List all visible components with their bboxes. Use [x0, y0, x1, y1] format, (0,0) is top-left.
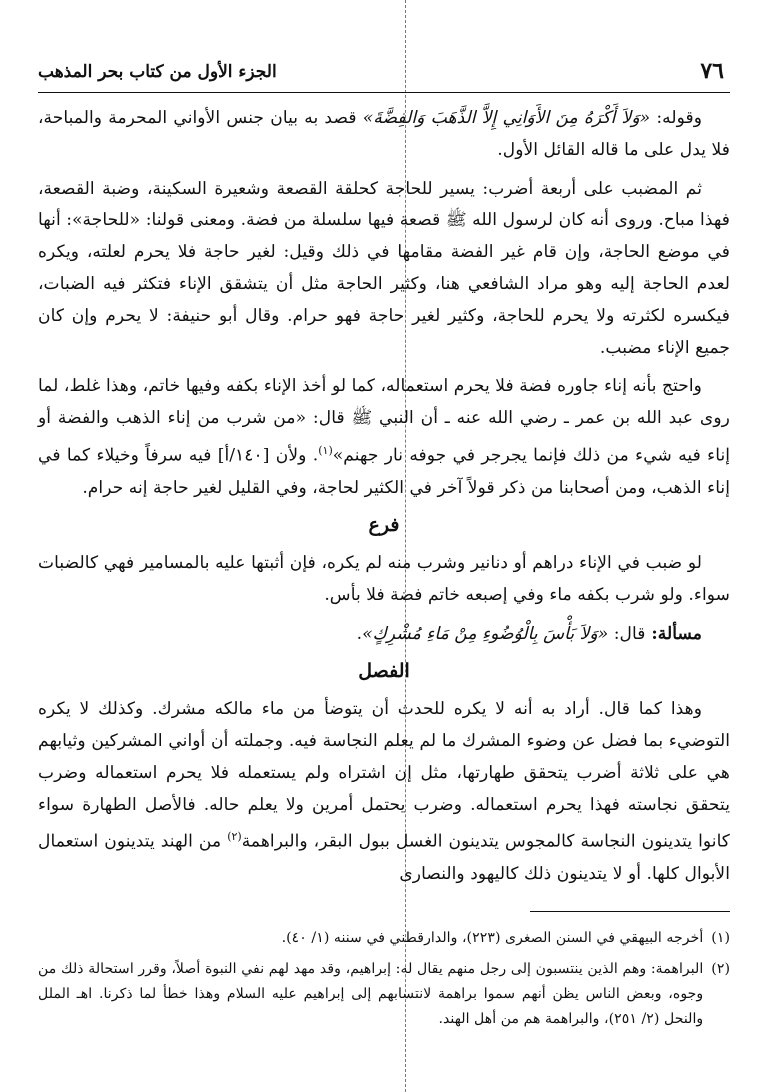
paragraph-6: [38, 694, 730, 891]
paragraph-text: وهذا كما قال. أراد به أنه لا يكره للحدث أن يتوضأ من ماء مالكه مشرك. وكذلك لا يكره التوضيء بما فضل عن وضوء المشرك ما لم يعلم النجاسة فيه. وجملته أن أواني المشركين وثيابهم هي على ثلاثة أضرب يتحقق طهارتها، مثل إن اشتراه ولم يستعمله فلا يحرم استعماله وضرب يتحقق نجاسته فهذا يحرم استعماله. وضرب يحتمل أمرين ولا يعلم حاله. فالأصل الطهارة سواء كانوا يتدينون النجاسة كالمجوس يتدينون الغسل ببول البقر، والبراهمة: [38, 699, 730, 853]
footnote-number: (١): [711, 929, 730, 946]
page-header: [38, 58, 730, 93]
paragraph-5: [38, 619, 730, 651]
page-number: ٧٦: [700, 58, 724, 84]
paragraph-text: قصد به بيان جنس الأواني المحرمة والمباحة، فلا يدل على ما قاله القائل الأول.: [38, 108, 730, 160]
section-heading-far: فرع: [368, 514, 400, 537]
footnote-ref-1[interactable]: (١): [318, 443, 333, 457]
paragraph-3: [38, 371, 730, 504]
footnote-number: (٢): [711, 960, 730, 977]
book-page: [38, 58, 730, 1038]
running-title: الجزء الأول من كتاب بحر المذهب: [38, 62, 277, 82]
body-text: [38, 103, 730, 891]
section-heading-fasl: الفصل: [358, 660, 410, 683]
paragraph-text: واحتج بأنه إناء جاوره فضة فلا يحرم استعماله، كما لو أخذ الإناء بكفه وفيها خاتم، وهذا غلط، لما روى عبد الله بن عمر ـ رضي الله عنه ـ أن النبي ﷺ قال: «من شرب من إناء الذهب والفضة أو إناء فيه شيء من ذلك فإنما يجرجر في جوفه نار جهنم»: [38, 376, 731, 466]
paragraph-text-continued: من الهند يتدينون استعمال الأبوال كلها. أو لا يتدينون ذلك كاليهود والنصارى: [38, 832, 730, 884]
paragraph-text-continued: . ولأن [١٤٠/أ] فيه سرفاً وخيلاء كما في إناء الذهب، ومن أصحابنا من ذكر قولاً آخر في الكثير لحاجة، وفي القليل لغير حاجة إنه حرام.: [38, 445, 730, 498]
footnotes: [38, 926, 730, 1032]
paragraph-4: لو ضبب في الإناء دراهم أو دنانير وشرب منه لم يكره، فإن أثبتها عليه بالمسامير فهي كالضبات سواء. ولو شرب بكفه ماء وفي إصبعه خاتم فضة فلا بأس.: [38, 553, 730, 605]
quoted-text: «وَلاَ بَأْسَ بِالْوُضُوءِ مِنْ مَاءِ مُشْرِكٍ»: [362, 623, 609, 644]
footnote-ref-2[interactable]: (٢): [227, 830, 242, 844]
footnote-2: [38, 957, 730, 1032]
masala-label: مسألة:: [645, 623, 702, 644]
footnote-separator: [530, 911, 730, 912]
paragraph-tail: .: [356, 623, 363, 644]
paragraph-lead: وقوله:: [650, 108, 702, 128]
footnote-text: البراهمة: وهم الذين ينتسبون إلى رجل منهم يقال له: إبراهيم، وقد مهد لهم نفي النبوة أصلاً، وقرر استحالة ذلك من وجوه، وبعض الناس يظن أنهم سموا براهمة لانتسابهم إلى إبراهيم عليه السلام وهذا خطأ لما ذكرنا. اهـ الملل والنحل (٢/ ٢٥١)، والبراهمة هم من أهل الهند.: [38, 960, 704, 1027]
footnote-1: [38, 926, 730, 951]
paragraph-1: [38, 103, 730, 167]
quoted-text: «وَلاَ أَكْرَهُ مِنَ الأَوَانِي إِلاَّ الذَّهَبَ وَالفِضَّةَ»: [362, 108, 651, 128]
paragraph-2: ثم المضبب على أربعة أضرب: يسير للحاجة كحلقة القصعة وشعيرة السكينة، وضبة القصعة، فهذا مباح. وروى أنه كان لرسول الله ﷺ قصعة فيها سلسلة من فضة. ومعنى قولنا: «للحاجة»: أنها في موضع الحاجة، وإن قام غير الفضة مقامها في ذلك وقيل: لغير حاجة فلا يحرم لعلته، ويكره لعدم الحاجة إليه وهو مراد الشافعي هنا، وكثير الحاجة مثل أن يتشقق الإناء فتكثر فيه الضبات، فيكسره لكثرته ولا يحرم للحاجة، وكثير لغير حاجة فهو حرام. وقال أبو حنيفة: لا يحرم وإن كان جميع الإناء مضبب.: [38, 178, 730, 358]
footnote-text: أخرجه البيهقي في السنن الصغرى (٢٢٣)، والدارقطني في سننه (١/ ٤٠).: [281, 929, 704, 946]
paragraph-text: قال:: [608, 623, 646, 644]
